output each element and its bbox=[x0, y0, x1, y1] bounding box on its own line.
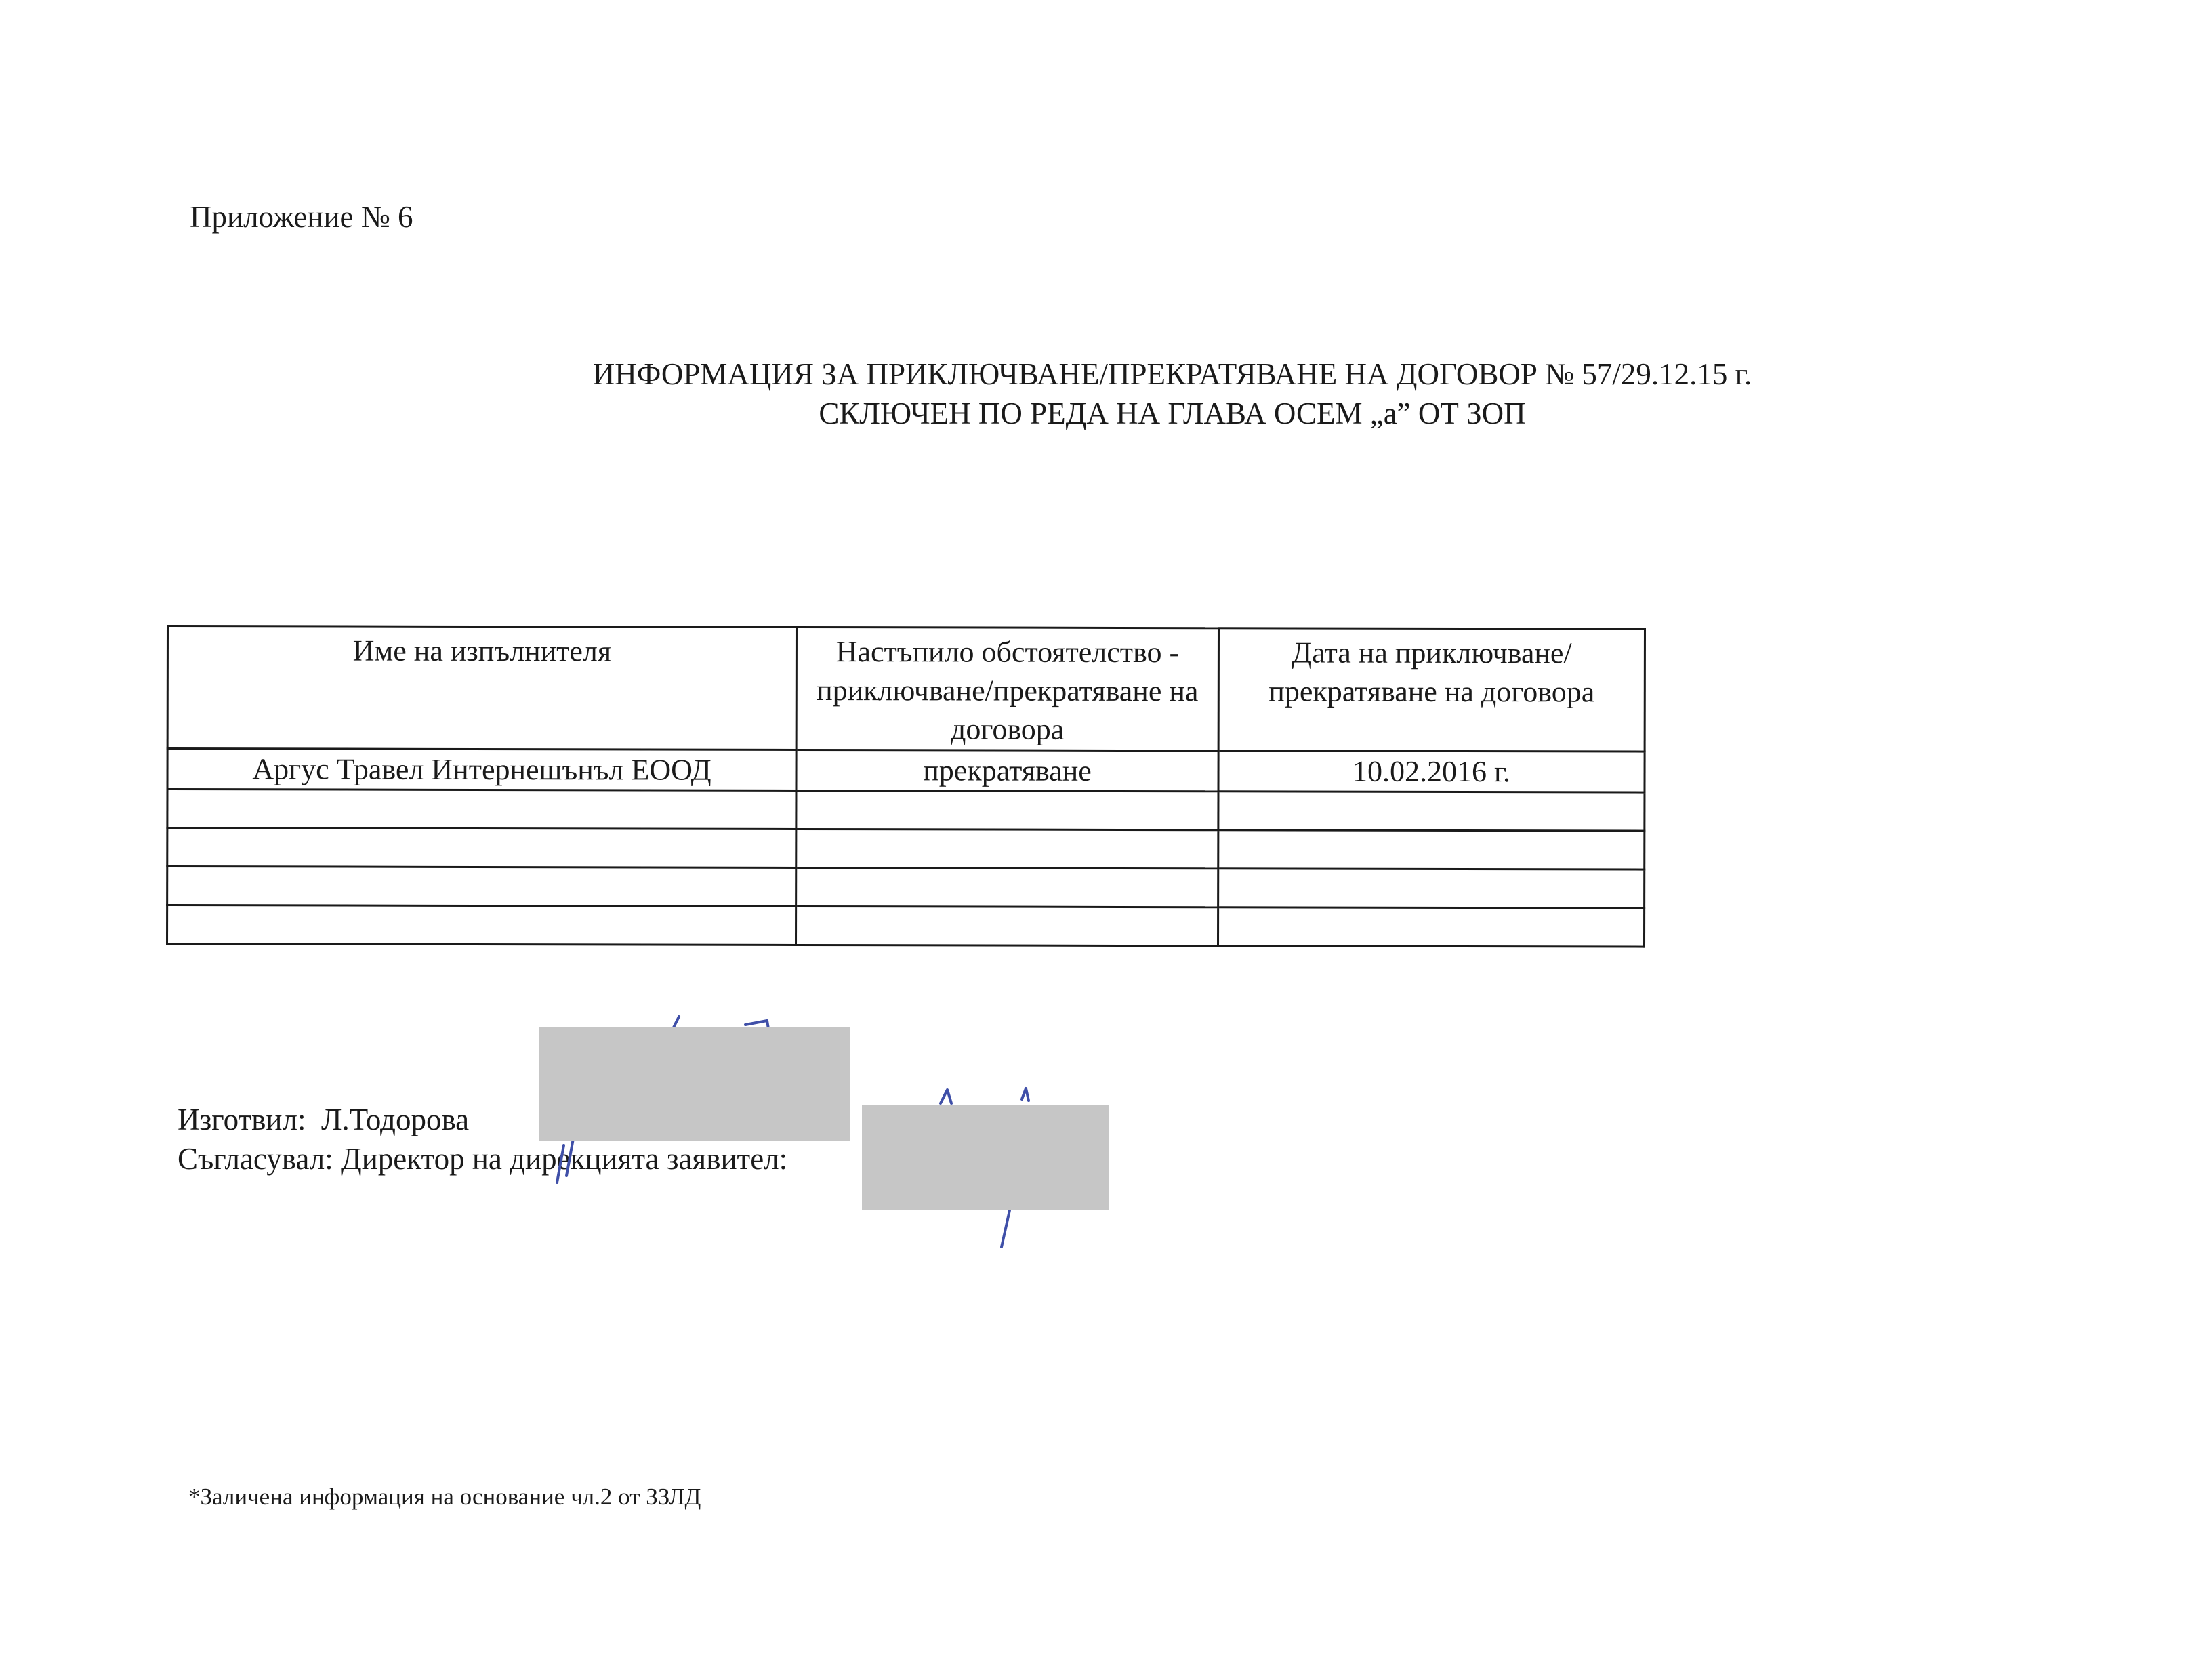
cell-circumstance bbox=[796, 867, 1218, 907]
approved-by-text: Директор на дирекцията заявител: bbox=[341, 1142, 788, 1176]
redaction-box bbox=[539, 1027, 850, 1141]
cell-contractor-name: Аргус Травел Интернешънъл ЕООД bbox=[167, 749, 796, 791]
footnote: *Заличена информация на основание чл.2 от ЗЗЛД bbox=[188, 1483, 701, 1510]
annex-label: Приложение № 6 bbox=[190, 200, 413, 234]
prepared-by-label: Изготвил: bbox=[178, 1103, 306, 1136]
table-row bbox=[167, 828, 1645, 870]
signature-stroke bbox=[1022, 1088, 1029, 1101]
cell-circumstance: прекратяване bbox=[796, 750, 1218, 791]
header-contractor-name: Име на изпълнителя bbox=[167, 626, 796, 750]
redaction-box bbox=[862, 1105, 1109, 1210]
cell-contractor-name bbox=[167, 828, 796, 868]
document-title-line-1: ИНФОРМАЦИЯ ЗА ПРИКЛЮЧВАНЕ/ПРЕКРАТЯВАНЕ НА ДОГОВОР № 57/29.12.15 г. bbox=[592, 357, 1752, 391]
table-row bbox=[167, 790, 1645, 832]
cell-circumstance bbox=[796, 790, 1218, 829]
cell-date bbox=[1218, 907, 1645, 947]
prepared-by-name: Л.Тодорова bbox=[321, 1103, 470, 1136]
approved-by-line bbox=[178, 1139, 787, 1179]
signature-stroke bbox=[1002, 1210, 1010, 1247]
table-row bbox=[167, 905, 1645, 947]
document-title-line-2: СКЛЮЧЕН ПО РЕДА НА ГЛАВА ОСЕМ „а” ОТ ЗОП bbox=[819, 396, 1526, 430]
table-header-row bbox=[167, 626, 1645, 752]
cell-date: 10.02.2016 г. bbox=[1218, 751, 1645, 792]
cell-circumstance bbox=[796, 829, 1218, 868]
cell-contractor-name bbox=[167, 867, 796, 907]
header-circumstance: Настъпило обстоятелство - приключване/прекратяване на договора bbox=[796, 627, 1218, 750]
header-date: Дата на приключване/прекратяване на договора bbox=[1218, 628, 1645, 752]
signature-stroke bbox=[941, 1090, 951, 1103]
cell-contractor-name bbox=[167, 905, 796, 945]
contract-info-table bbox=[166, 625, 1646, 948]
cell-date bbox=[1218, 792, 1645, 831]
prepared-by-line bbox=[178, 1100, 469, 1139]
cell-circumstance bbox=[796, 906, 1218, 945]
cell-date bbox=[1218, 830, 1645, 869]
approved-by-label: Съгласувал: bbox=[178, 1142, 333, 1176]
cell-contractor-name bbox=[167, 790, 796, 829]
table-row bbox=[167, 749, 1645, 793]
cell-date bbox=[1218, 869, 1645, 908]
table-row bbox=[167, 867, 1645, 909]
